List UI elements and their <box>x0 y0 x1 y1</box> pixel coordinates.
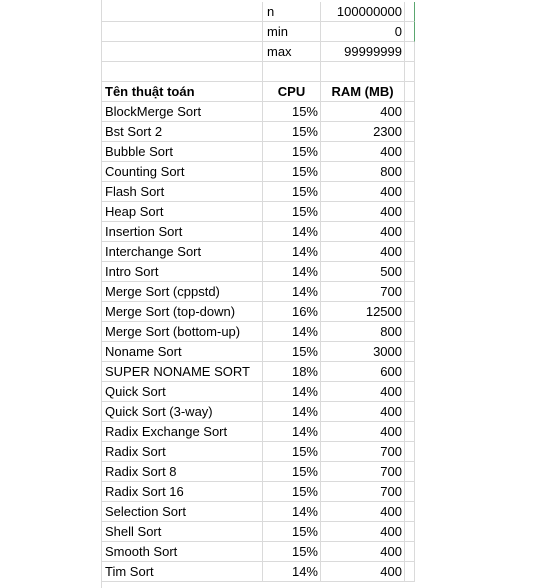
ram-cell[interactable]: 400 <box>321 182 405 202</box>
cpu-cell[interactable]: 15% <box>263 202 321 222</box>
cell-edge <box>405 542 415 562</box>
algorithm-name-cell[interactable]: Smooth Sort <box>101 542 263 562</box>
cell-empty[interactable] <box>101 42 263 62</box>
algorithm-name-cell[interactable]: Radix Sort 16 <box>101 482 263 502</box>
table-row <box>101 462 414 482</box>
table-row <box>101 282 414 302</box>
algorithm-name-cell[interactable]: Radix Sort 8 <box>101 462 263 482</box>
algorithm-name-cell[interactable]: BlockMerge Sort <box>101 102 263 122</box>
cpu-cell[interactable]: 14% <box>263 222 321 242</box>
table-row <box>101 322 414 342</box>
cpu-cell[interactable]: 15% <box>263 522 321 542</box>
table-row <box>101 142 414 162</box>
algorithm-name-cell[interactable]: Bubble Sort <box>101 142 263 162</box>
table-row <box>101 442 414 462</box>
algorithm-name-cell[interactable]: Merge Sort (bottom-up) <box>101 322 263 342</box>
cpu-cell[interactable]: 14% <box>263 262 321 282</box>
table-row <box>101 362 414 382</box>
ram-cell[interactable]: 600 <box>321 362 405 382</box>
table-row <box>101 122 414 142</box>
cpu-cell[interactable]: 14% <box>263 282 321 302</box>
cell-edge <box>405 422 415 442</box>
algorithm-name-cell[interactable]: SUPER NONAME SORT <box>101 362 263 382</box>
ram-cell[interactable]: 2300 <box>321 122 405 142</box>
cpu-cell[interactable]: 15% <box>263 342 321 362</box>
algorithm-name-cell[interactable]: Quick Sort (3-way) <box>101 402 263 422</box>
table-row <box>101 502 414 522</box>
table-row <box>101 422 414 442</box>
cell-edge <box>405 222 415 242</box>
ram-cell[interactable]: 400 <box>321 562 405 582</box>
cell-empty[interactable] <box>101 22 263 42</box>
cpu-cell[interactable]: 15% <box>263 122 321 142</box>
cpu-cell[interactable]: 15% <box>263 482 321 502</box>
table-header-row <box>101 82 414 102</box>
algorithm-name-cell[interactable]: Merge Sort (cppstd) <box>101 282 263 302</box>
header-cpu[interactable]: CPU <box>263 82 321 102</box>
ram-cell[interactable]: 800 <box>321 162 405 182</box>
cell-edge <box>405 122 415 142</box>
table-row <box>101 382 414 402</box>
algorithm-name-cell[interactable]: Tim Sort <box>101 562 263 582</box>
cpu-cell[interactable]: 14% <box>263 422 321 442</box>
cell-edge <box>405 42 415 62</box>
param-label-n[interactable]: n <box>263 2 321 22</box>
cpu-cell[interactable]: 18% <box>263 362 321 382</box>
cell-edge <box>405 202 415 222</box>
cell-empty[interactable] <box>263 62 321 82</box>
cell-edge <box>405 282 415 302</box>
cpu-cell[interactable]: 14% <box>263 502 321 522</box>
ram-cell[interactable]: 12500 <box>321 302 405 322</box>
cell-edge <box>405 82 415 102</box>
param-row-n <box>101 2 414 22</box>
param-row-min <box>101 22 414 42</box>
cell-edge <box>405 22 415 42</box>
cell-edge <box>405 2 415 22</box>
ram-cell[interactable]: 700 <box>321 462 405 482</box>
cell-edge <box>405 242 415 262</box>
ram-cell[interactable]: 700 <box>321 482 405 502</box>
table-row <box>101 202 414 222</box>
cell-edge <box>405 562 415 582</box>
ram-cell[interactable]: 400 <box>321 402 405 422</box>
ram-cell[interactable]: 400 <box>321 102 405 122</box>
cpu-cell[interactable]: 14% <box>263 562 321 582</box>
cell-edge <box>405 482 415 502</box>
cell-edge <box>405 102 415 122</box>
ram-cell[interactable]: 400 <box>321 202 405 222</box>
cpu-cell[interactable]: 15% <box>263 542 321 562</box>
cell-edge <box>405 262 415 282</box>
algorithm-name-cell[interactable]: Intro Sort <box>101 262 263 282</box>
ram-cell[interactable]: 400 <box>321 522 405 542</box>
ram-cell[interactable]: 400 <box>321 422 405 442</box>
cpu-cell[interactable]: 15% <box>263 182 321 202</box>
table-row <box>101 182 414 202</box>
table-row <box>101 242 414 262</box>
cpu-cell[interactable]: 15% <box>263 442 321 462</box>
cell-edge <box>405 62 415 82</box>
table-row <box>101 262 414 282</box>
table-row <box>101 562 414 582</box>
algorithm-name-cell[interactable]: Radix Exchange Sort <box>101 422 263 442</box>
cpu-cell[interactable]: 16% <box>263 302 321 322</box>
algorithm-name-cell[interactable]: Radix Sort <box>101 442 263 462</box>
algorithm-name-cell[interactable]: Bst Sort 2 <box>101 122 263 142</box>
algorithm-name-cell[interactable]: Merge Sort (top-down) <box>101 302 263 322</box>
cell-edge <box>405 342 415 362</box>
ram-cell[interactable]: 400 <box>321 142 405 162</box>
table-row <box>101 542 414 562</box>
cell-edge <box>405 402 415 422</box>
cell-empty[interactable] <box>321 62 405 82</box>
algorithm-name-cell[interactable]: Flash Sort <box>101 182 263 202</box>
algorithm-name-cell[interactable]: Quick Sort <box>101 382 263 402</box>
cell-edge <box>405 502 415 522</box>
ram-cell[interactable]: 500 <box>321 262 405 282</box>
ram-cell[interactable]: 400 <box>321 502 405 522</box>
cell-edge <box>405 322 415 342</box>
cpu-cell[interactable]: 14% <box>263 382 321 402</box>
algorithm-name-cell[interactable]: Shell Sort <box>101 522 263 542</box>
blank-row <box>101 62 414 82</box>
ram-cell[interactable]: 800 <box>321 322 405 342</box>
cell-edge <box>405 362 415 382</box>
table-row <box>101 162 414 182</box>
header-ram[interactable]: RAM (MB) <box>321 82 405 102</box>
table-row <box>101 402 414 422</box>
cell-edge <box>405 462 415 482</box>
param-value-n[interactable]: 100000000 <box>321 2 405 22</box>
cpu-cell[interactable]: 15% <box>263 102 321 122</box>
param-label-max[interactable]: max <box>263 42 321 62</box>
cell-edge <box>405 302 415 322</box>
algorithm-name-cell[interactable]: Counting Sort <box>101 162 263 182</box>
algorithm-name-cell[interactable]: Noname Sort <box>101 342 263 362</box>
param-value-min[interactable]: 0 <box>321 22 405 42</box>
cpu-cell[interactable]: 14% <box>263 242 321 262</box>
spreadsheet-grid <box>101 0 415 588</box>
algorithm-name-cell[interactable]: Interchange Sort <box>101 242 263 262</box>
table-row <box>101 342 414 362</box>
algorithm-name-cell[interactable]: Selection Sort <box>101 502 263 522</box>
param-row-max <box>101 42 414 62</box>
algorithm-name-cell[interactable]: Heap Sort <box>101 202 263 222</box>
cpu-cell[interactable]: 14% <box>263 402 321 422</box>
cell-edge <box>405 182 415 202</box>
ram-cell[interactable]: 700 <box>321 442 405 462</box>
cpu-cell[interactable]: 14% <box>263 322 321 342</box>
table-row <box>101 102 414 122</box>
ram-cell[interactable]: 400 <box>321 242 405 262</box>
cell-empty[interactable] <box>101 62 263 82</box>
table-row <box>101 482 414 502</box>
table-row <box>101 302 414 322</box>
cpu-cell[interactable]: 15% <box>263 142 321 162</box>
param-label-min[interactable]: min <box>263 22 321 42</box>
param-value-max[interactable]: 99999999 <box>321 42 405 62</box>
cell-edge <box>405 162 415 182</box>
ram-cell[interactable]: 400 <box>321 542 405 562</box>
cpu-cell[interactable]: 15% <box>263 462 321 482</box>
cell-edge <box>405 142 415 162</box>
ram-cell[interactable]: 400 <box>321 222 405 242</box>
cell-edge <box>405 442 415 462</box>
ram-cell[interactable]: 700 <box>321 282 405 302</box>
cell-empty[interactable] <box>101 2 263 22</box>
cell-edge <box>405 382 415 402</box>
algorithm-name-cell[interactable]: Insertion Sort <box>101 222 263 242</box>
header-algorithm-name[interactable]: Tên thuật toán <box>101 82 263 102</box>
ram-cell[interactable]: 400 <box>321 382 405 402</box>
ram-cell[interactable]: 3000 <box>321 342 405 362</box>
cpu-cell[interactable]: 15% <box>263 162 321 182</box>
table-row <box>101 522 414 542</box>
table-row <box>101 222 414 242</box>
cell-edge <box>405 522 415 542</box>
